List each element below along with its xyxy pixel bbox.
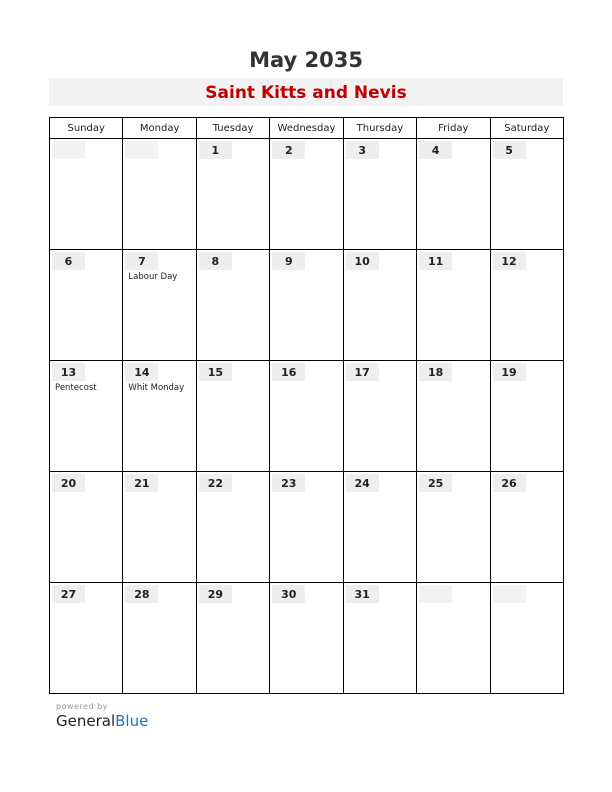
- day-cell: [490, 250, 563, 361]
- weekday-header-tuesday: Tuesday: [196, 118, 269, 139]
- day-cell: [417, 139, 490, 250]
- day-cell: [417, 472, 490, 583]
- day-number: 9: [272, 252, 305, 270]
- day-number: 23: [272, 474, 305, 492]
- weekday-header-sunday: Sunday: [50, 118, 123, 139]
- week-row: [50, 583, 564, 694]
- day-cell: [343, 361, 416, 472]
- brand-name-part1: General: [56, 712, 116, 730]
- day-number: 31: [346, 585, 379, 603]
- day-cell: [417, 583, 490, 694]
- day-cell: [490, 472, 563, 583]
- day-number: 12: [493, 252, 526, 270]
- day-cell: [196, 250, 269, 361]
- day-cell: [270, 472, 343, 583]
- day-cell: [196, 583, 269, 694]
- day-cell: [50, 361, 123, 472]
- day-cell: [270, 361, 343, 472]
- day-cell: [50, 583, 123, 694]
- day-cell: [270, 583, 343, 694]
- weekday-header-monday: Monday: [123, 118, 196, 139]
- day-cell: [490, 139, 563, 250]
- day-cell: [196, 472, 269, 583]
- day-number: 3: [346, 141, 379, 159]
- day-number: 28: [125, 585, 158, 603]
- footer-branding: [56, 702, 148, 730]
- day-cell: [123, 583, 196, 694]
- day-number: 1: [199, 141, 232, 159]
- weekday-header-saturday: Saturday: [490, 118, 563, 139]
- day-number: 7: [125, 252, 158, 270]
- day-number: 4: [419, 141, 452, 159]
- day-cell: [123, 250, 196, 361]
- day-cell: [417, 250, 490, 361]
- day-cell: [343, 583, 416, 694]
- week-row: [50, 250, 564, 361]
- day-cell: [50, 472, 123, 583]
- day-number: 11: [419, 252, 452, 270]
- day-number: 24: [346, 474, 379, 492]
- day-cell: [270, 250, 343, 361]
- day-number: 18: [419, 363, 452, 381]
- day-number: 16: [272, 363, 305, 381]
- day-cell: [270, 139, 343, 250]
- day-cell: [490, 361, 563, 472]
- day-number: 27: [52, 585, 85, 603]
- day-number: 25: [419, 474, 452, 492]
- brand-name-part2: Blue: [115, 712, 149, 730]
- country-name: Saint Kitts and Nevis: [49, 78, 563, 106]
- day-number: 21: [125, 474, 158, 492]
- powered-by-text: powered by: [56, 702, 108, 711]
- holiday-label: Whit Monday: [128, 383, 185, 393]
- day-number: [419, 585, 452, 603]
- week-row: [50, 361, 564, 472]
- weekday-header-friday: Friday: [417, 118, 490, 139]
- day-number: 5: [493, 141, 526, 159]
- day-number: 14: [125, 363, 158, 381]
- day-cell: [417, 361, 490, 472]
- day-cell: [123, 472, 196, 583]
- generalblue-logo[interactable]: [56, 712, 148, 730]
- day-number: 15: [199, 363, 232, 381]
- holiday-label: Labour Day: [128, 272, 178, 282]
- day-number: [52, 141, 85, 159]
- week-row: [50, 139, 564, 250]
- day-number: [493, 585, 526, 603]
- day-number: 22: [199, 474, 232, 492]
- day-number: 17: [346, 363, 379, 381]
- day-cell: [196, 361, 269, 472]
- weekday-header-thursday: Thursday: [343, 118, 416, 139]
- day-number: 29: [199, 585, 232, 603]
- day-cell: [50, 139, 123, 250]
- calendar-title: May 2035: [249, 48, 363, 72]
- week-row: [50, 472, 564, 583]
- day-cell: [196, 139, 269, 250]
- day-number: 13: [52, 363, 85, 381]
- day-cell: [123, 361, 196, 472]
- day-number: 20: [52, 474, 85, 492]
- day-number: 30: [272, 585, 305, 603]
- day-number: 8: [199, 252, 232, 270]
- calendar-grid: [49, 117, 564, 694]
- day-number: 19: [493, 363, 526, 381]
- day-cell: [343, 139, 416, 250]
- day-number: 26: [493, 474, 526, 492]
- weekday-header-wednesday: Wednesday: [270, 118, 343, 139]
- day-cell: [50, 250, 123, 361]
- weekday-header-row: [50, 118, 564, 139]
- day-cell: [343, 250, 416, 361]
- day-cell: [343, 472, 416, 583]
- day-number: 10: [346, 252, 379, 270]
- holiday-label: Pentecost: [55, 383, 97, 393]
- day-number: [125, 141, 158, 159]
- day-number: 6: [52, 252, 85, 270]
- day-number: 2: [272, 141, 305, 159]
- day-cell: [490, 583, 563, 694]
- day-cell: [123, 139, 196, 250]
